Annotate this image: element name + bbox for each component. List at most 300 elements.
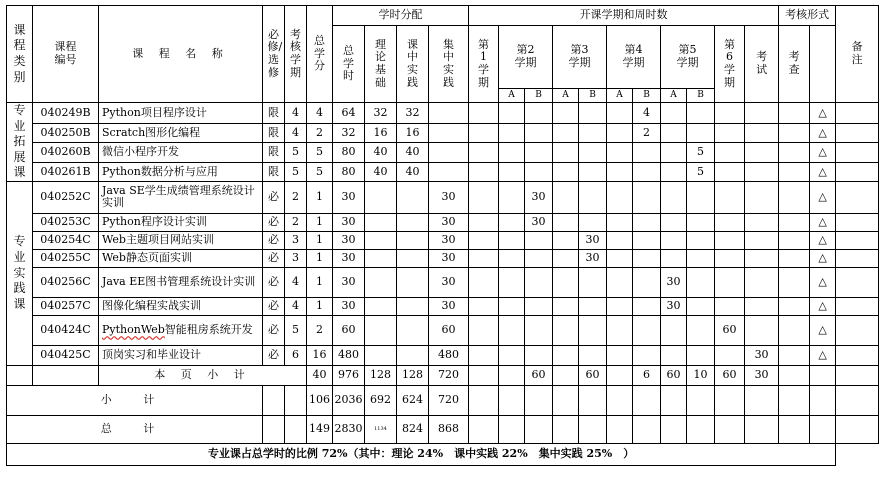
total-hours: 64 xyxy=(333,103,365,124)
theory-hours xyxy=(365,315,397,345)
weekly-hours xyxy=(715,162,745,181)
concentrated-practice: 480 xyxy=(429,345,469,365)
table-row xyxy=(7,315,879,345)
course-name: Python数据分析与应用 xyxy=(99,162,263,181)
header-term-5: 第5学期 xyxy=(661,26,715,89)
weekly-hours xyxy=(469,181,499,213)
weekly-hours xyxy=(525,345,553,365)
page-total-theory: 128 xyxy=(365,365,397,385)
weekly-hours xyxy=(525,231,553,249)
grand_total-practice: 824 xyxy=(397,415,429,443)
grand_total-label: 总 计 xyxy=(7,415,263,443)
weekly-hours xyxy=(499,297,525,315)
grand_total-remark xyxy=(836,415,879,443)
subtotal-weekly xyxy=(553,385,579,415)
total-hours: 30 xyxy=(333,213,365,231)
check-mark: △ xyxy=(810,143,836,162)
intensive-practice: 40 xyxy=(397,162,429,181)
concentrated-practice: 30 xyxy=(429,267,469,297)
weekly-hours xyxy=(499,103,525,124)
page-total-weekly xyxy=(469,365,499,385)
page-total-label: 本 页 小 计 xyxy=(99,365,307,385)
required-type: 必 xyxy=(263,249,285,267)
weekly-hours: 30 xyxy=(661,297,687,315)
concentrated-practice xyxy=(429,143,469,162)
spellcheck-flag: PythonWeb xyxy=(102,323,165,337)
table-row xyxy=(7,213,879,231)
weekly-hours xyxy=(579,267,607,297)
table-row xyxy=(7,143,879,162)
table-row xyxy=(7,249,879,267)
weekly-hours xyxy=(633,297,661,315)
subtotal-blank xyxy=(263,385,285,415)
weekly-hours xyxy=(499,124,525,143)
exam-mark xyxy=(779,231,810,249)
weekly-hours xyxy=(579,181,607,213)
weekly-hours xyxy=(553,315,579,345)
remark xyxy=(836,315,879,345)
header-credits: 总学分 xyxy=(307,6,333,103)
weekly-hours xyxy=(687,267,715,297)
theory-hours xyxy=(365,213,397,231)
weekly-hours xyxy=(579,124,607,143)
category-label: 专业实践课 xyxy=(13,234,26,311)
course-name: Java EE图书管理系统设计实训 xyxy=(99,267,263,297)
exam-term: 5 xyxy=(285,143,307,162)
weekly-hours xyxy=(633,231,661,249)
subtotal-check xyxy=(810,385,836,415)
theory-hours xyxy=(365,297,397,315)
page-total-practice: 128 xyxy=(397,365,429,385)
subtotal-weekly xyxy=(607,385,633,415)
table-row xyxy=(7,124,879,143)
weekly-hours xyxy=(715,345,745,365)
weekly-hours xyxy=(633,267,661,297)
total-hours: 60 xyxy=(333,315,365,345)
weekly-hours xyxy=(607,231,633,249)
weekly-hours xyxy=(607,345,633,365)
weekly-hours xyxy=(499,213,525,231)
remark xyxy=(836,162,879,181)
weekly-hours xyxy=(499,315,525,345)
exam-mark xyxy=(779,143,810,162)
weekly-hours xyxy=(687,315,715,345)
remark xyxy=(836,103,879,124)
intensive-practice xyxy=(397,213,429,231)
subtotal-conc: 720 xyxy=(429,385,469,415)
weekly-hours xyxy=(525,315,553,345)
credits: 1 xyxy=(307,213,333,231)
weekly-hours xyxy=(525,143,553,162)
total-hours: 30 xyxy=(333,181,365,213)
concentrated-practice: 30 xyxy=(429,231,469,249)
theory-hours: 40 xyxy=(365,162,397,181)
exam-term: 4 xyxy=(285,103,307,124)
weekly-hours xyxy=(607,297,633,315)
weekly-hours xyxy=(715,103,745,124)
header-term-4: 第4学期 xyxy=(607,26,661,89)
weekly-hours xyxy=(525,249,553,267)
table-row xyxy=(7,162,879,181)
weekly-hours xyxy=(715,213,745,231)
remark xyxy=(836,181,879,213)
course-name: Java SE学生成绩管理系统设计实训 xyxy=(99,181,263,213)
weekly-hours xyxy=(661,103,687,124)
check-mark: △ xyxy=(810,267,836,297)
page-total-category xyxy=(7,365,33,385)
weekly-hours xyxy=(687,249,715,267)
exam-mark xyxy=(779,162,810,181)
subtotal-exam xyxy=(779,385,810,415)
weekly-hours xyxy=(633,345,661,365)
check-mark: △ xyxy=(810,231,836,249)
page-total-remark xyxy=(836,365,879,385)
exam-term: 3 xyxy=(285,249,307,267)
grand_total-weekly xyxy=(579,415,607,443)
header-term-6: 第6学期 xyxy=(715,26,745,103)
concentrated-practice xyxy=(429,103,469,124)
subtotal-weekly xyxy=(661,385,687,415)
header-code: 课程编号 xyxy=(33,6,99,103)
weekly-hours: 30 xyxy=(661,267,687,297)
page-total-total: 976 xyxy=(333,365,365,385)
page-total-weekly: 6 xyxy=(633,365,661,385)
total-hours: 30 xyxy=(333,297,365,315)
grand_total-weekly xyxy=(469,415,499,443)
exam-mark xyxy=(779,181,810,213)
page-total-weekly: 60 xyxy=(525,365,553,385)
intensive-practice xyxy=(397,297,429,315)
grand_total-weekly xyxy=(525,415,553,443)
exam-term: 4 xyxy=(285,297,307,315)
remark xyxy=(836,267,879,297)
weekly-hours xyxy=(469,315,499,345)
weekly-hours xyxy=(745,267,779,297)
total-hours: 80 xyxy=(333,162,365,181)
weekly-hours: 30 xyxy=(745,345,779,365)
table-row xyxy=(7,181,879,213)
page-total-weekly xyxy=(553,365,579,385)
weekly-hours xyxy=(607,267,633,297)
subtotal-weekly xyxy=(525,385,553,415)
credits: 1 xyxy=(307,181,333,213)
course-name: 微信小程序开发 xyxy=(99,143,263,162)
intensive-practice: 32 xyxy=(397,103,429,124)
page-total-weekly: 10 xyxy=(687,365,715,385)
weekly-hours xyxy=(525,297,553,315)
check-mark: △ xyxy=(810,103,836,124)
header-sub-a: A xyxy=(499,89,525,103)
exam-mark xyxy=(779,249,810,267)
subtotal-theory: 692 xyxy=(365,385,397,415)
table-row xyxy=(7,103,879,124)
course-name: 图像化编程实战实训 xyxy=(99,297,263,315)
course-code: 040250B xyxy=(33,124,99,143)
concentrated-practice: 30 xyxy=(429,213,469,231)
weekly-hours: 2 xyxy=(633,124,661,143)
header-sub-b: B xyxy=(579,89,607,103)
subtotal-weekly xyxy=(715,385,745,415)
header-exam: 考试 xyxy=(745,26,779,103)
table-row xyxy=(7,267,879,297)
grand_total-weekly xyxy=(715,415,745,443)
grand_total-weekly xyxy=(553,415,579,443)
weekly-hours xyxy=(553,249,579,267)
check-mark: △ xyxy=(810,213,836,231)
header-theory: 理论基础 xyxy=(365,26,397,103)
subtotal-weekly xyxy=(499,385,525,415)
grand_total-theory: 1134 xyxy=(365,415,397,443)
required-type: 必 xyxy=(263,213,285,231)
weekly-hours xyxy=(607,162,633,181)
course-code: 040260B xyxy=(33,143,99,162)
weekly-hours xyxy=(661,345,687,365)
weekly-hours: 5 xyxy=(687,143,715,162)
grand_total-credits: 149 xyxy=(307,415,333,443)
page-total-check xyxy=(810,365,836,385)
weekly-hours xyxy=(661,231,687,249)
weekly-hours xyxy=(579,297,607,315)
required-type: 必 xyxy=(263,181,285,213)
weekly-hours xyxy=(469,213,499,231)
weekly-hours xyxy=(579,213,607,231)
weekly-hours xyxy=(553,143,579,162)
weekly-hours xyxy=(607,103,633,124)
weekly-hours xyxy=(469,103,499,124)
credits: 1 xyxy=(307,249,333,267)
page-total-code xyxy=(33,365,99,385)
total-hours: 30 xyxy=(333,249,365,267)
weekly-hours: 30 xyxy=(525,213,553,231)
weekly-hours xyxy=(525,267,553,297)
weekly-hours xyxy=(579,103,607,124)
required-type: 必 xyxy=(263,267,285,297)
check-mark: △ xyxy=(810,315,836,345)
theory-hours xyxy=(365,181,397,213)
check-mark: △ xyxy=(810,297,836,315)
course-code: 040256C xyxy=(33,267,99,297)
weekly-hours xyxy=(745,231,779,249)
check-mark: △ xyxy=(810,124,836,143)
weekly-hours xyxy=(499,181,525,213)
grand_total-conc: 868 xyxy=(429,415,469,443)
page-total-conc: 720 xyxy=(429,365,469,385)
weekly-hours: 30 xyxy=(579,249,607,267)
subtotal-weekly xyxy=(469,385,499,415)
weekly-hours xyxy=(525,103,553,124)
theory-hours xyxy=(365,345,397,365)
header-sub-b: B xyxy=(633,89,661,103)
header-assess-group: 考核形式 xyxy=(779,6,836,26)
weekly-hours xyxy=(469,124,499,143)
theory-hours: 32 xyxy=(365,103,397,124)
exam-mark xyxy=(779,315,810,345)
credits: 1 xyxy=(307,297,333,315)
subtotal-weekly xyxy=(687,385,715,415)
weekly-hours xyxy=(553,181,579,213)
grand_total-check xyxy=(810,415,836,443)
concentrated-practice: 30 xyxy=(429,181,469,213)
remark xyxy=(836,231,879,249)
weekly-hours xyxy=(553,345,579,365)
header-sub-a: A xyxy=(607,89,633,103)
weekly-hours: 30 xyxy=(579,231,607,249)
course-name: Web静态页面实训 xyxy=(99,249,263,267)
grand_total-weekly xyxy=(633,415,661,443)
page-total-exam xyxy=(779,365,810,385)
grand_total-weekly xyxy=(661,415,687,443)
table-row xyxy=(7,231,879,249)
weekly-hours xyxy=(715,231,745,249)
weekly-hours xyxy=(661,124,687,143)
intensive-practice xyxy=(397,345,429,365)
weekly-hours xyxy=(745,103,779,124)
exam-term: 6 xyxy=(285,345,307,365)
theory-hours: 40 xyxy=(365,143,397,162)
required-type: 限 xyxy=(263,162,285,181)
remark xyxy=(836,143,879,162)
page-total-row xyxy=(7,365,879,385)
required-type: 必 xyxy=(263,297,285,315)
weekly-hours xyxy=(607,315,633,345)
required-type: 必 xyxy=(263,315,285,345)
weekly-hours xyxy=(745,213,779,231)
weekly-hours xyxy=(579,345,607,365)
exam-mark xyxy=(779,213,810,231)
grand_total-total: 2830 xyxy=(333,415,365,443)
weekly-hours xyxy=(553,213,579,231)
weekly-hours xyxy=(607,143,633,162)
weekly-hours xyxy=(745,297,779,315)
theory-hours xyxy=(365,249,397,267)
subtotal-weekly xyxy=(579,385,607,415)
exam-term: 4 xyxy=(285,267,307,297)
weekly-hours xyxy=(499,143,525,162)
course-name: Scratch图形化编程 xyxy=(99,124,263,143)
weekly-hours xyxy=(661,181,687,213)
theory-hours: 16 xyxy=(365,124,397,143)
remark xyxy=(836,249,879,267)
header-hours-group: 学时分配 xyxy=(333,6,469,26)
total-hours: 32 xyxy=(333,124,365,143)
weekly-hours xyxy=(661,213,687,231)
weekly-hours xyxy=(499,267,525,297)
grand_total-exam xyxy=(779,415,810,443)
weekly-hours xyxy=(661,249,687,267)
weekly-hours xyxy=(715,297,745,315)
weekly-hours: 4 xyxy=(633,103,661,124)
weekly-hours xyxy=(607,213,633,231)
weekly-hours xyxy=(553,297,579,315)
intensive-practice: 16 xyxy=(397,124,429,143)
credits: 1 xyxy=(307,267,333,297)
intensive-practice xyxy=(397,181,429,213)
grand-total-row xyxy=(7,415,879,443)
weekly-hours xyxy=(745,315,779,345)
theory-hours xyxy=(365,231,397,249)
weekly-hours xyxy=(687,231,715,249)
exam-mark xyxy=(779,124,810,143)
course-code: 040249B xyxy=(33,103,99,124)
weekly-hours xyxy=(633,315,661,345)
grand_total-blank xyxy=(285,415,307,443)
weekly-hours xyxy=(745,249,779,267)
exam-term: 5 xyxy=(285,162,307,181)
weekly-hours xyxy=(469,267,499,297)
weekly-hours xyxy=(661,162,687,181)
exam-term: 2 xyxy=(285,181,307,213)
weekly-hours xyxy=(553,267,579,297)
weekly-hours xyxy=(687,345,715,365)
header-name: 课 程 名 称 xyxy=(99,6,263,103)
required-type: 限 xyxy=(263,103,285,124)
grand_total-weekly xyxy=(687,415,715,443)
weekly-hours xyxy=(715,143,745,162)
required-type: 限 xyxy=(263,124,285,143)
intensive-practice xyxy=(397,231,429,249)
weekly-hours xyxy=(687,124,715,143)
required-type: 限 xyxy=(263,143,285,162)
total-hours: 480 xyxy=(333,345,365,365)
course-code: 040253C xyxy=(33,213,99,231)
weekly-hours xyxy=(745,143,779,162)
course-name: Python程序设计实训 xyxy=(99,213,263,231)
header-category: 课程类别 xyxy=(7,6,33,103)
header-sub-a: A xyxy=(553,89,579,103)
page-total-weekly xyxy=(499,365,525,385)
weekly-hours xyxy=(661,143,687,162)
subtotal-label: 小 计 xyxy=(7,385,263,415)
weekly-hours xyxy=(745,181,779,213)
subtotal-row xyxy=(7,385,879,415)
page-total-weekly: 30 xyxy=(745,365,779,385)
intensive-practice xyxy=(397,249,429,267)
credits: 2 xyxy=(307,124,333,143)
weekly-hours xyxy=(499,162,525,181)
weekly-hours: 60 xyxy=(715,315,745,345)
exam-mark xyxy=(779,345,810,365)
total-hours: 80 xyxy=(333,143,365,162)
course-code: 040257C xyxy=(33,297,99,315)
summary-row xyxy=(7,443,879,465)
weekly-hours xyxy=(469,249,499,267)
weekly-hours xyxy=(745,162,779,181)
weekly-hours xyxy=(715,181,745,213)
total-hours: 30 xyxy=(333,231,365,249)
exam-mark xyxy=(779,267,810,297)
exam-term: 3 xyxy=(285,231,307,249)
concentrated-practice: 60 xyxy=(429,315,469,345)
grand_total-blank xyxy=(263,415,285,443)
weekly-hours xyxy=(499,249,525,267)
course-code: 040261B xyxy=(33,162,99,181)
course-code: 040252C xyxy=(33,181,99,213)
weekly-hours xyxy=(553,103,579,124)
summary-text: 专业课占总学时的比例 72%（其中：理论 24% 课中实践 22% 集中实践 25% ） xyxy=(7,443,836,465)
concentrated-practice xyxy=(429,124,469,143)
page-total-weekly xyxy=(607,365,633,385)
weekly-hours xyxy=(687,103,715,124)
header-remark: 备注 xyxy=(836,6,879,103)
subtotal-weekly xyxy=(633,385,661,415)
concentrated-practice: 30 xyxy=(429,249,469,267)
weekly-hours xyxy=(607,124,633,143)
credits: 1 xyxy=(307,231,333,249)
exam-term: 2 xyxy=(285,213,307,231)
header-total-hours: 总学时 xyxy=(333,26,365,103)
required-type: 必 xyxy=(263,231,285,249)
intensive-practice xyxy=(397,315,429,345)
